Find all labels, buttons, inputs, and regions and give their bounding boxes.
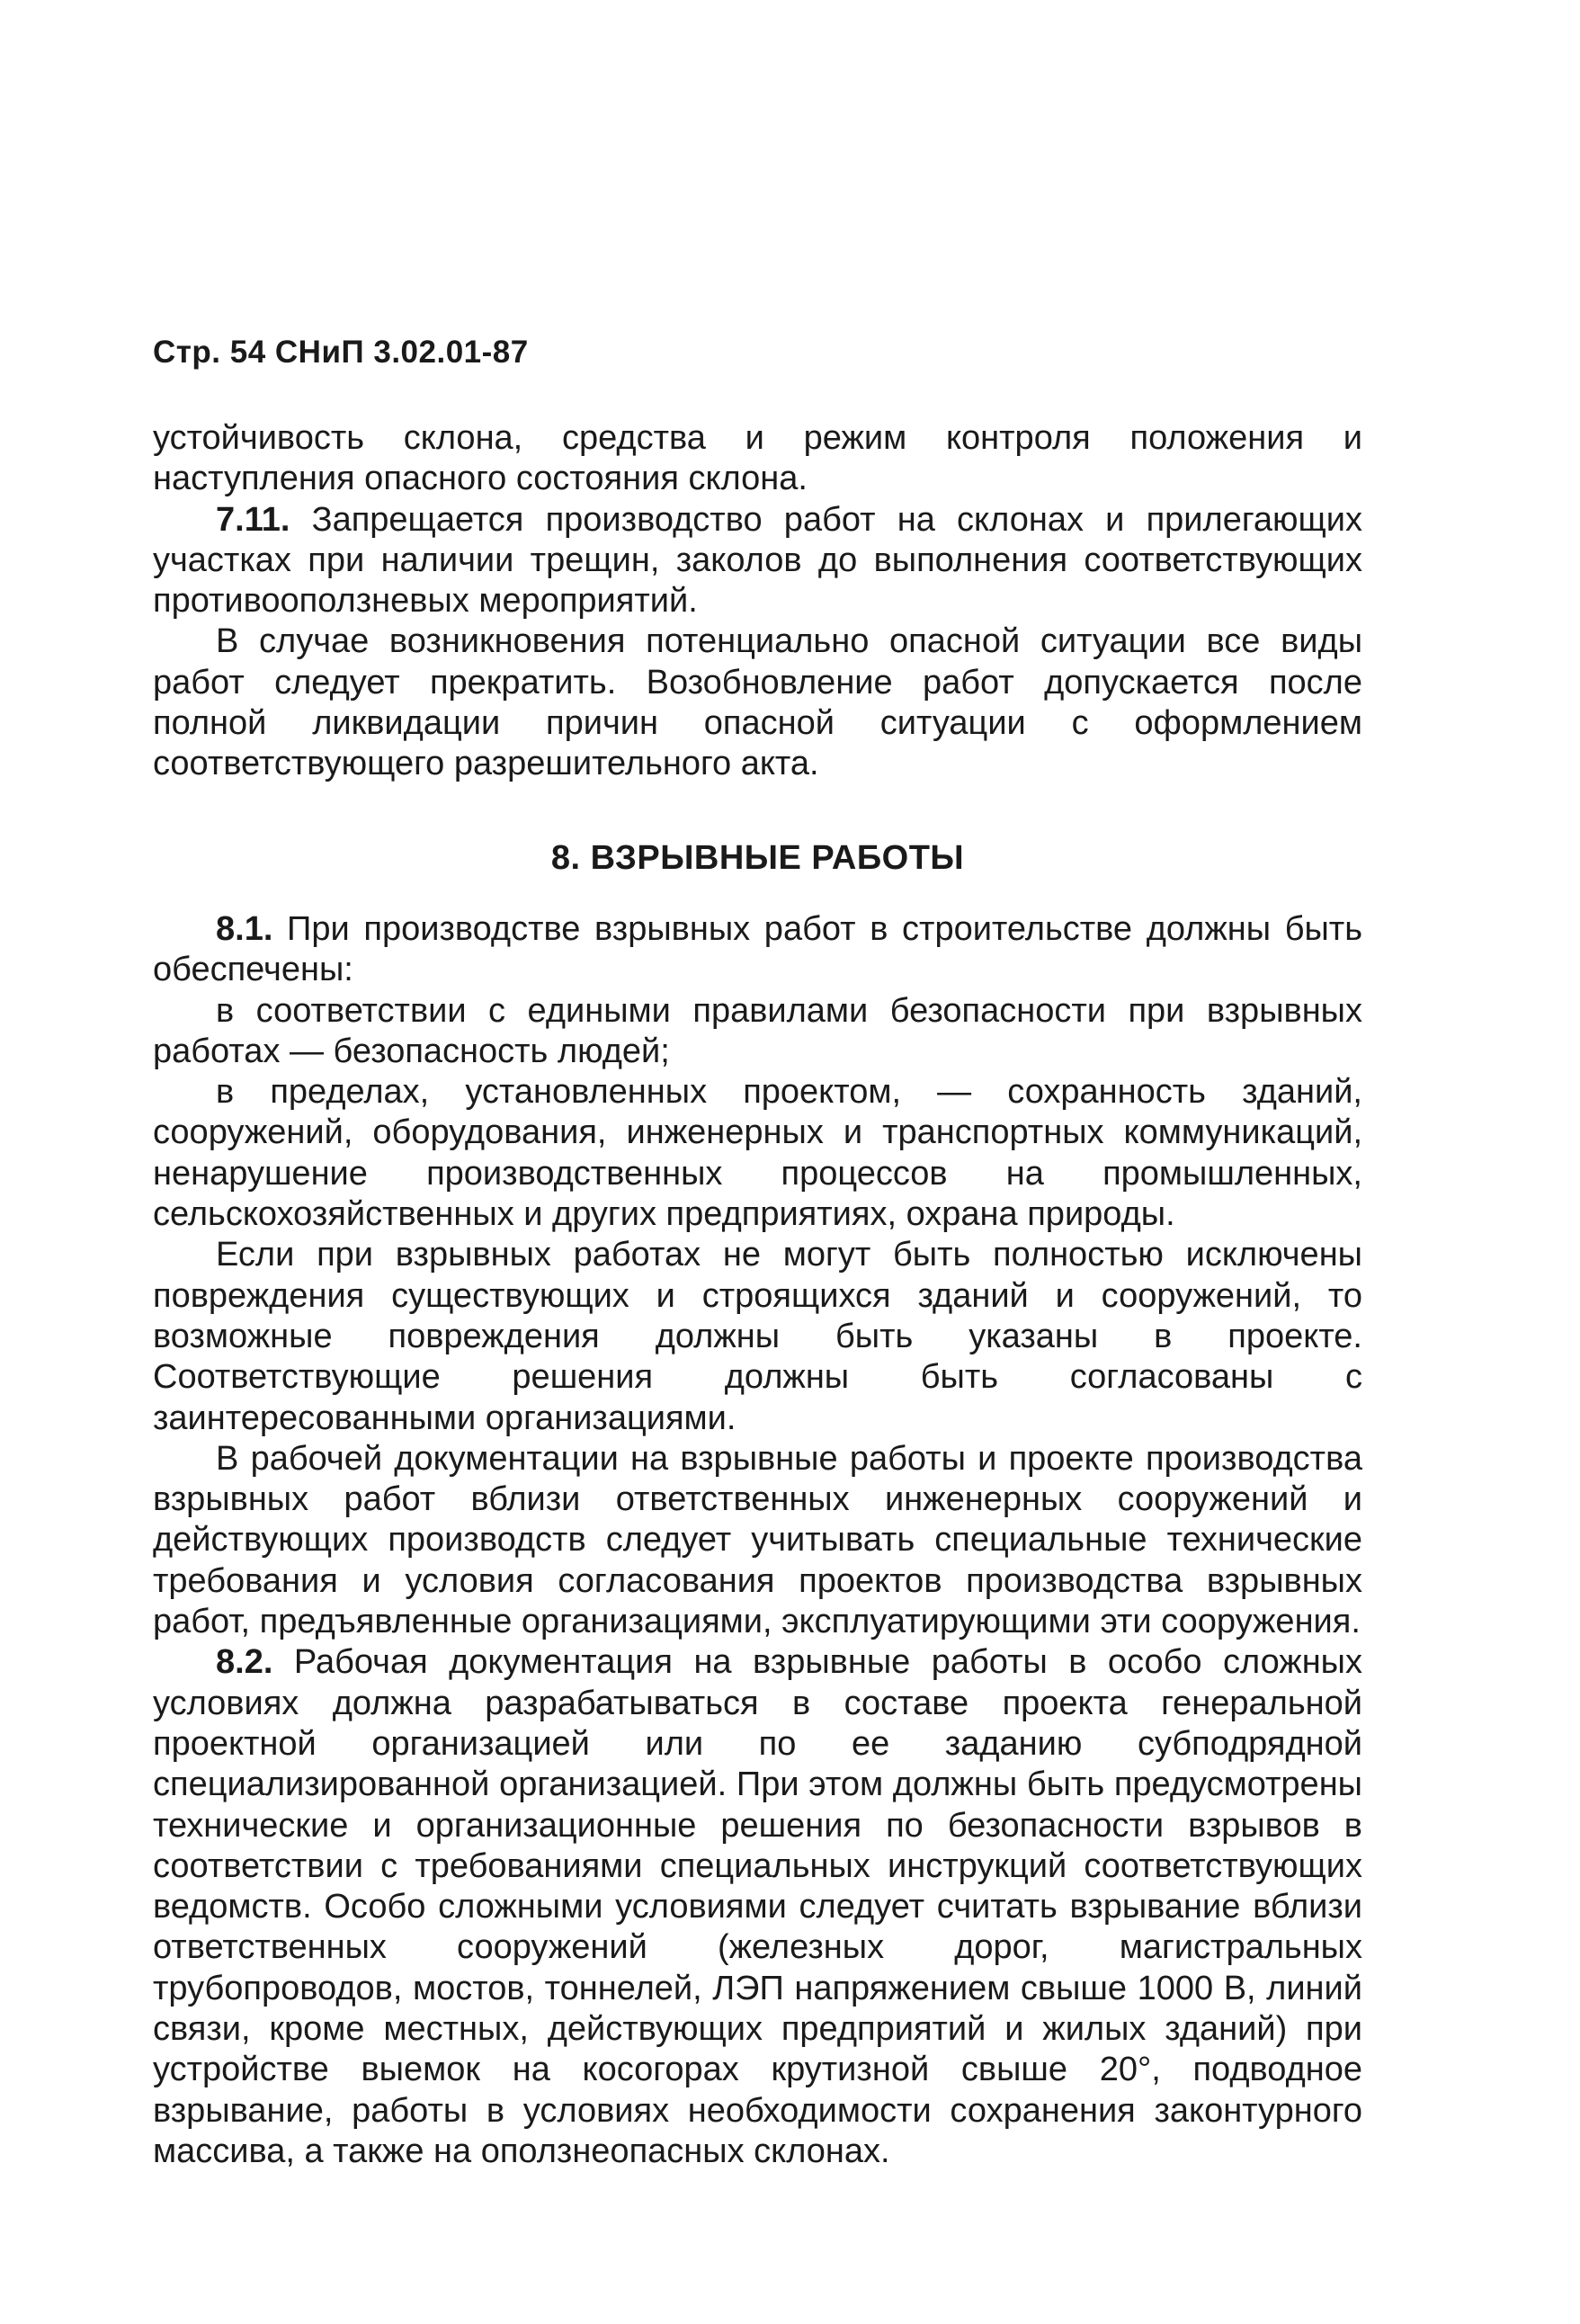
paragraph: В рабочей документации на взрывные работы и проекте производства взрывных работ вблизи ответственных инженерных сооружений и действующих производств следует учитывать специальные технические требования и условия согласования проектов производства взрывных работ, предъявленные организациями, эксплуатирующими эти сооружения.: [153, 1439, 1362, 1641]
paragraph-8-2: [153, 1642, 1362, 2172]
running-head: Стр. 54 СНиП 3.02.01-87: [153, 335, 529, 370]
paragraph: устойчивость склона, средства и режим контроля положения и наступления опасного состояния склона.: [153, 419, 1362, 498]
clause-text: Запрещается производство работ на склонах и прилегающих участках при наличии трещин, заколов до выполнения соответствующих противооползневых мероприятий.: [153, 500, 1362, 621]
section-8-body: [153, 909, 1362, 2172]
clause-number: 8.1.: [216, 910, 273, 948]
paragraph: в соответствии с едиными правилами безопасности при взрывных работах — безопасность людей;: [153, 991, 1362, 1070]
clause-text: Рабочая документация на взрывные работы в особо сложных условиях должна разрабатываться в составе проекта генеральной проектной организацией или по ее заданию субподрядной специализированной организацией. При этом должны быть предусмотрены технические и организационные решения по безопасности взрывов в соответствии с требованиями специальных инструкций соответствующих ведомств. Особо сложными условиями следует считать взрывание вблизи ответственных сооружений (железных дорог, магистральных трубопроводов, мостов, тоннелей, ЛЭП напряжением свыше 1000 В, линий связи, кроме местных, действующих предприятий и жилых зданий) при устройстве выемок на косогорах крутизной свыше 20°, подводное взрывание, работы в условиях необходимости сохранения законтурного массива, а также на оползнеопасных склонах.: [153, 1643, 1362, 2170]
paragraph-7-11: [153, 500, 1362, 622]
paragraph-8-1: [153, 909, 1362, 991]
clause-number: 8.2.: [216, 1643, 273, 1682]
paragraph: В случае возникновения потенциально опасной ситуации все виды работ следует прекратить. Возобновление работ допускается после полной ликвидации причин опасной ситуации с оформлением соответствующего разрешительного акта.: [153, 622, 1362, 783]
paragraph: в пределах, установленных проектом, — сохранность зданий, сооружений, оборудования, инженерных и транспортных коммуникаций, ненарушение производственных процессов на промышленных, сельскохозяйственных и других предприятиях, охрана природы.: [153, 1073, 1362, 1234]
clause-text: При производстве взрывных работ в строительстве должны быть обеспечены:: [153, 910, 1362, 989]
clause-number: 7.11.: [216, 500, 290, 539]
paragraph: Если при взрывных работах не могут быть полностью исключены повреждения существующих и строящихся зданий и сооружений, то возможные повреждения должны быть указаны в проекте. Соответствующие решения должны быть согласованы с заинтересованными организациями.: [153, 1236, 1362, 1437]
section-7-continuation: [153, 418, 1362, 785]
section-heading: 8. ВЗРЫВНЫЕ РАБОТЫ: [550, 839, 965, 877]
